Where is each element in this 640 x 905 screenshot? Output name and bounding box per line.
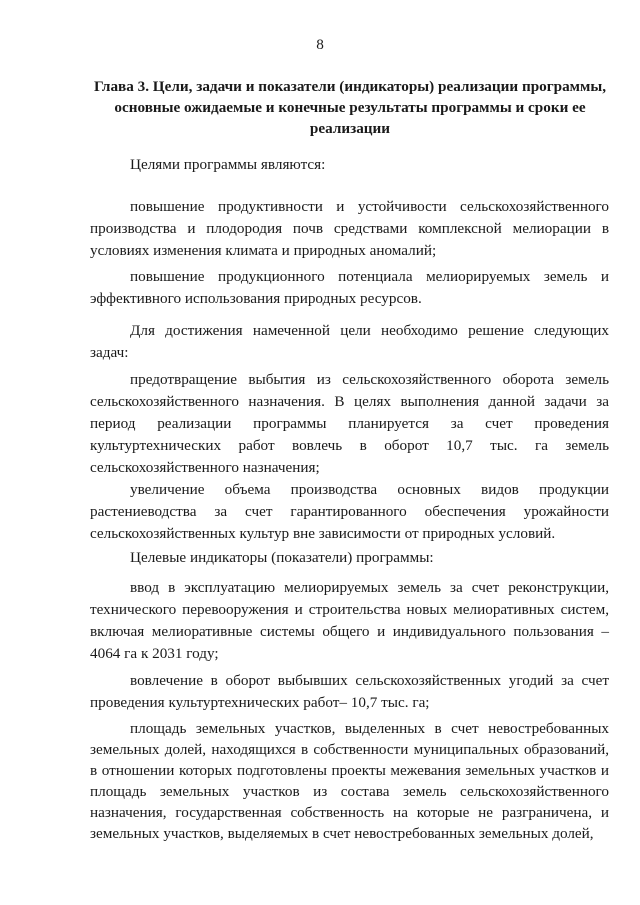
paragraph-indicator-1: ввод в эксплуатацию мелиорируемых земель за счет реконструкции, технического перевооружения и строительства новых мелиоративных систем, включая мелиоративные системы общего и индивидуального пользования – 4064 га к 2031 году; (90, 579, 609, 662)
paragraph-goal-2: повышение продукционного потенциала мелиорируемых земель и эффективного использования природных ресурсов. (90, 268, 609, 307)
paragraph-indicator-3: площадь земельных участков, выделенных в счет невостребованных земельных долей, находящихся в собственности муниципальных образований, в отношении которых подготовлены проекты межевания земельных участков и площадь земельных участков из состава земель сельскохозяйственного назначения, государственная собственность на которые не разграничена, и земельных участков, выделяемых в счет невостребованных земельных долей, (90, 720, 609, 842)
paragraph-indicators-intro: Целевые индикаторы (показатели) программы: (130, 549, 434, 566)
paragraph-goal-1: повышение продуктивности и устойчивости сельскохозяйственного производства и плодородия почв средствами комплексной мелиорации в условиях изменения климата и природных аномалий; (90, 198, 609, 259)
paragraph-indicator-2: вовлечение в оборот выбывших сельскохозяйственных угодий за счет проведения культуртехнических работ– 10,7 тыс. га; (90, 672, 609, 711)
paragraph-task-1: предотвращение выбытия из сельскохозяйственного оборота земель сельскохозяйственного назначения. В целях выполнения данной задачи за период реализации программы планируется за счет проведения культуртехнических работ вовлечь в оборот 10,7 тыс. га земель сельскохозяйственного назначения; (90, 371, 609, 476)
paragraph-goals-intro: Целями программы являются: (130, 156, 326, 173)
paragraph-task-2: увеличение объема производства основных видов продукции растениеводства за счет гарантированного обеспечения урожайности сельскохозяйственных культур вне зависимости от природных условий. (90, 481, 609, 542)
paragraph-tasks-intro: Для достижения намеченной цели необходимо решение следующих задач: (90, 322, 609, 361)
page-number: 8 (316, 36, 324, 53)
chapter-title: Глава 3. Цели, задачи и показатели (индикаторы) реализации программы, основные ожидаемые и конечные результаты программы и сроки ее реализации (93, 78, 607, 137)
